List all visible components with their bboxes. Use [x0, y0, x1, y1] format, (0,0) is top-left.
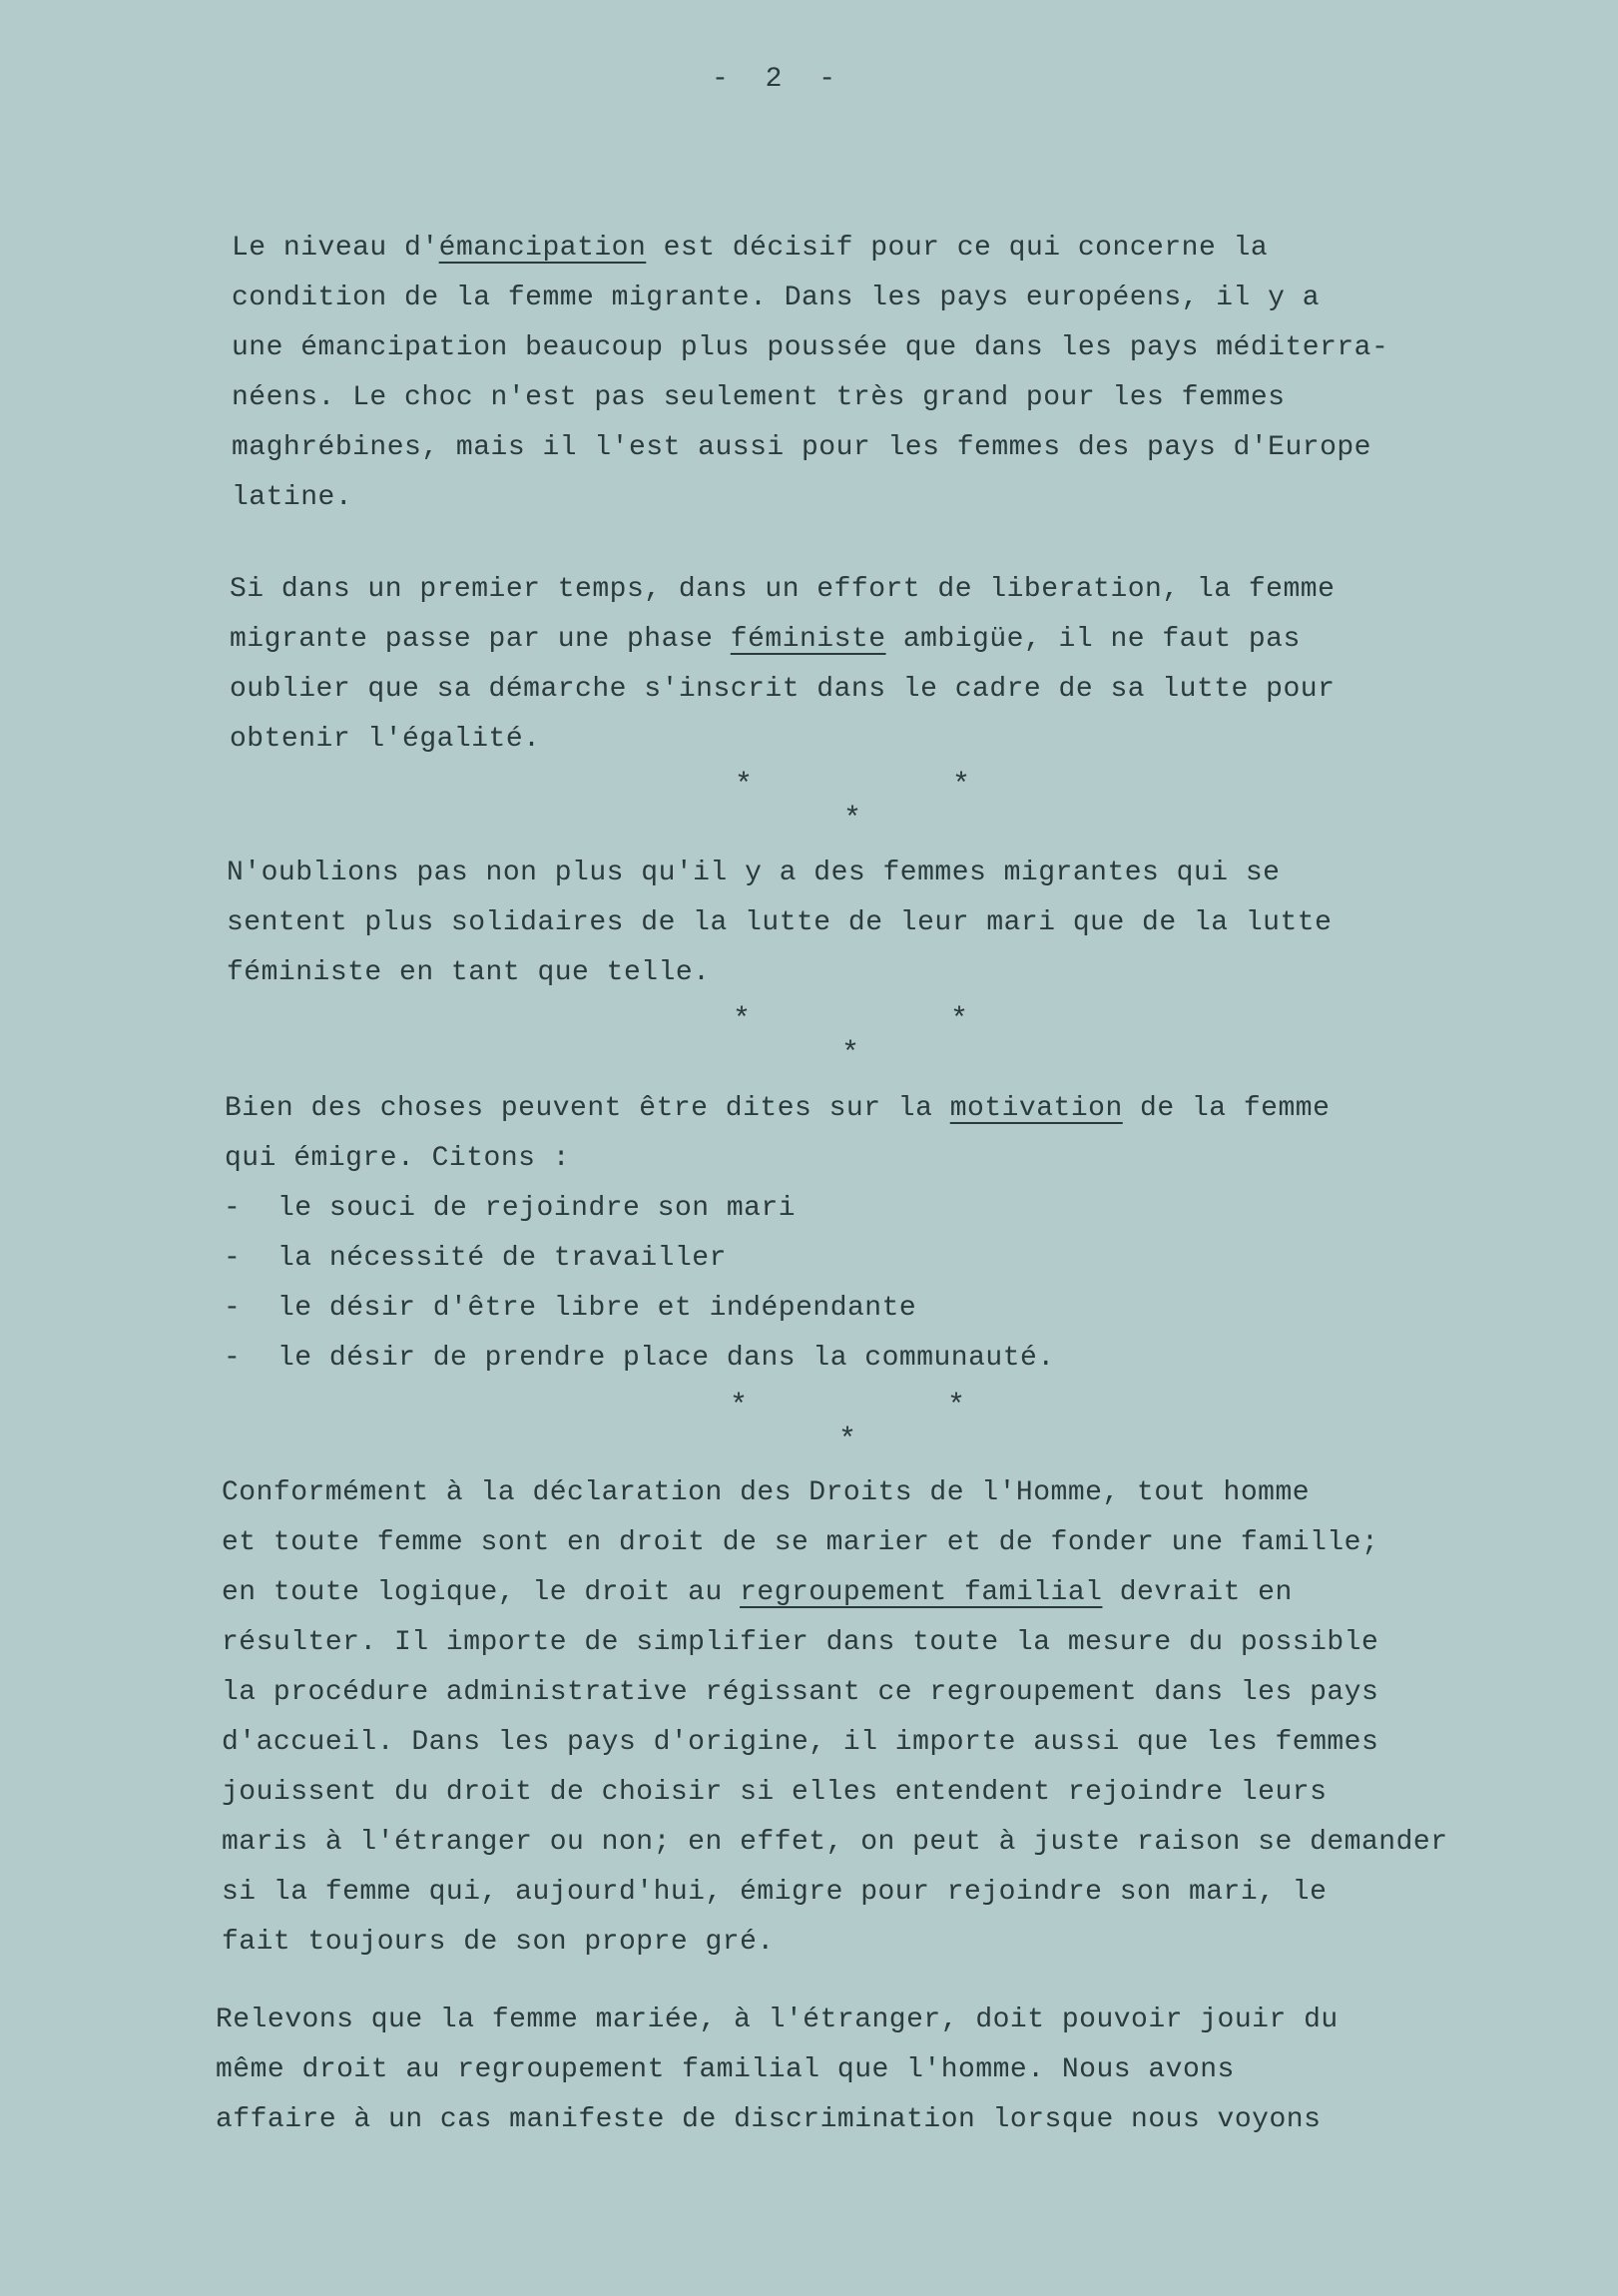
separator-stars — [0, 1003, 1618, 1073]
list-dash: - — [224, 1243, 242, 1274]
text-fragment: devrait en — [1102, 1577, 1293, 1608]
list-item — [224, 1284, 1055, 1334]
separator-star: * — [841, 1037, 860, 1071]
list-dash: - — [224, 1343, 242, 1374]
text-line: fait toujours de son propre gré. — [222, 1927, 775, 1958]
text-fragment: migrante passe par une phase — [230, 624, 731, 655]
list-dash: - — [224, 1293, 242, 1324]
text-fragment: ambigüe, il ne faut pas — [885, 624, 1301, 655]
list-item — [224, 1234, 1055, 1284]
list-dash: - — [224, 1193, 242, 1224]
text-line: Conformément à la déclaration des Droits de l'Homme, tout homme — [222, 1477, 1311, 1508]
text-fragment: en toute logique, le droit au — [222, 1577, 741, 1608]
text-line: féministe en tant que telle. — [227, 957, 711, 988]
page-number: - 2 - — [711, 64, 845, 95]
list-item-text: le souci de rejoindre son mari — [277, 1193, 797, 1224]
paragraph-feminist-phase — [230, 565, 1335, 765]
text-line: d'accueil. Dans les pays d'origine, il importe aussi que les femmes — [222, 1727, 1379, 1758]
list-item-text: la nécessité de travailler — [277, 1243, 727, 1274]
underlined-term: émancipation — [438, 233, 647, 264]
text-line: Si dans un premier temps, dans un effort de liberation, la femme — [230, 574, 1336, 605]
text-line: maghrébines, mais il l'est aussi pour les femmes des pays d'Europe — [232, 432, 1371, 463]
list-item-text: le désir d'être libre et indépendante — [277, 1293, 917, 1324]
underlined-term: regroupement familial — [740, 1577, 1103, 1608]
text-line — [230, 615, 1335, 665]
text-line — [225, 1084, 1330, 1134]
text-line: affaire à un cas manifeste de discrimination lorsque nous voyons — [216, 2104, 1322, 2135]
text-line: condition de la femme migrante. Dans les pays européens, il y a — [232, 283, 1321, 313]
underlined-term: motivation — [949, 1093, 1123, 1124]
underlined-term: féministe — [730, 624, 886, 655]
text-fragment: de la femme — [1122, 1093, 1331, 1124]
separator-star: * — [952, 769, 971, 803]
list-item — [224, 1334, 1055, 1384]
text-fragment: Le niveau d' — [232, 233, 439, 264]
text-line: néens. Le choc n'est pas seulement très grand pour les femmes — [232, 382, 1286, 413]
text-line: la procédure administrative régissant ce regroupement dans les pays — [222, 1677, 1379, 1708]
separator-star: * — [735, 769, 754, 803]
text-line: oublier que sa démarche s'inscrit dans le cadre de sa lutte pour — [230, 674, 1336, 705]
text-line: et toute femme sont en droit de se marier et de fonder une famille; — [222, 1527, 1379, 1558]
paragraph-emancipation — [232, 224, 1388, 523]
separator-star: * — [733, 1003, 752, 1037]
paragraph-motivation — [225, 1084, 1330, 1184]
paragraph-solidarity — [227, 849, 1332, 998]
separator-stars — [0, 769, 1618, 839]
text-line: N'oublions pas non plus qu'il y a des femmes migrantes qui se — [227, 858, 1281, 888]
separator-star: * — [947, 1390, 966, 1424]
paragraph-family-reunification — [222, 1468, 1448, 1968]
text-line: Relevons que la femme mariée, à l'étranger, doit pouvoir jouir du — [216, 2005, 1339, 2035]
text-line: obtenir l'égalité. — [230, 724, 541, 755]
motivation-list — [224, 1184, 1055, 1384]
text-fragment: Bien des choses peuvent être dites sur la — [225, 1093, 950, 1124]
separator-star: * — [730, 1390, 749, 1424]
list-item — [224, 1184, 1055, 1234]
separator-star: * — [950, 1003, 969, 1037]
separator-star: * — [838, 1424, 857, 1457]
text-line: une émancipation beaucoup plus poussée que dans les pays méditerra- — [232, 332, 1389, 363]
text-line: qui émigre. Citons : — [225, 1143, 571, 1174]
text-line: jouissent du droit de choisir si elles entendent rejoindre leurs — [222, 1777, 1328, 1808]
text-line: maris à l'étranger ou non; en effet, on peut à juste raison se demander — [222, 1827, 1448, 1858]
text-line: même droit au regroupement familial que l'homme. Nous avons — [216, 2054, 1235, 2085]
text-line: résulter. Il importe de simplifier dans toute la mesure du possible — [222, 1627, 1379, 1658]
text-line — [222, 1568, 1448, 1618]
text-line: latine. — [232, 482, 353, 513]
separator-star: * — [843, 803, 862, 837]
text-line — [232, 224, 1388, 274]
text-line: si la femme qui, aujourd'hui, émigre pour rejoindre son mari, le — [222, 1877, 1328, 1908]
separator-stars — [0, 1390, 1618, 1459]
text-line: sentent plus solidaires de la lutte de leur mari que de la lutte — [227, 907, 1333, 938]
paragraph-married-woman — [216, 1996, 1339, 2145]
list-item-text: le désir de prendre place dans la communauté. — [277, 1343, 1055, 1374]
text-fragment: est décisif pour ce qui concerne la — [646, 233, 1269, 264]
